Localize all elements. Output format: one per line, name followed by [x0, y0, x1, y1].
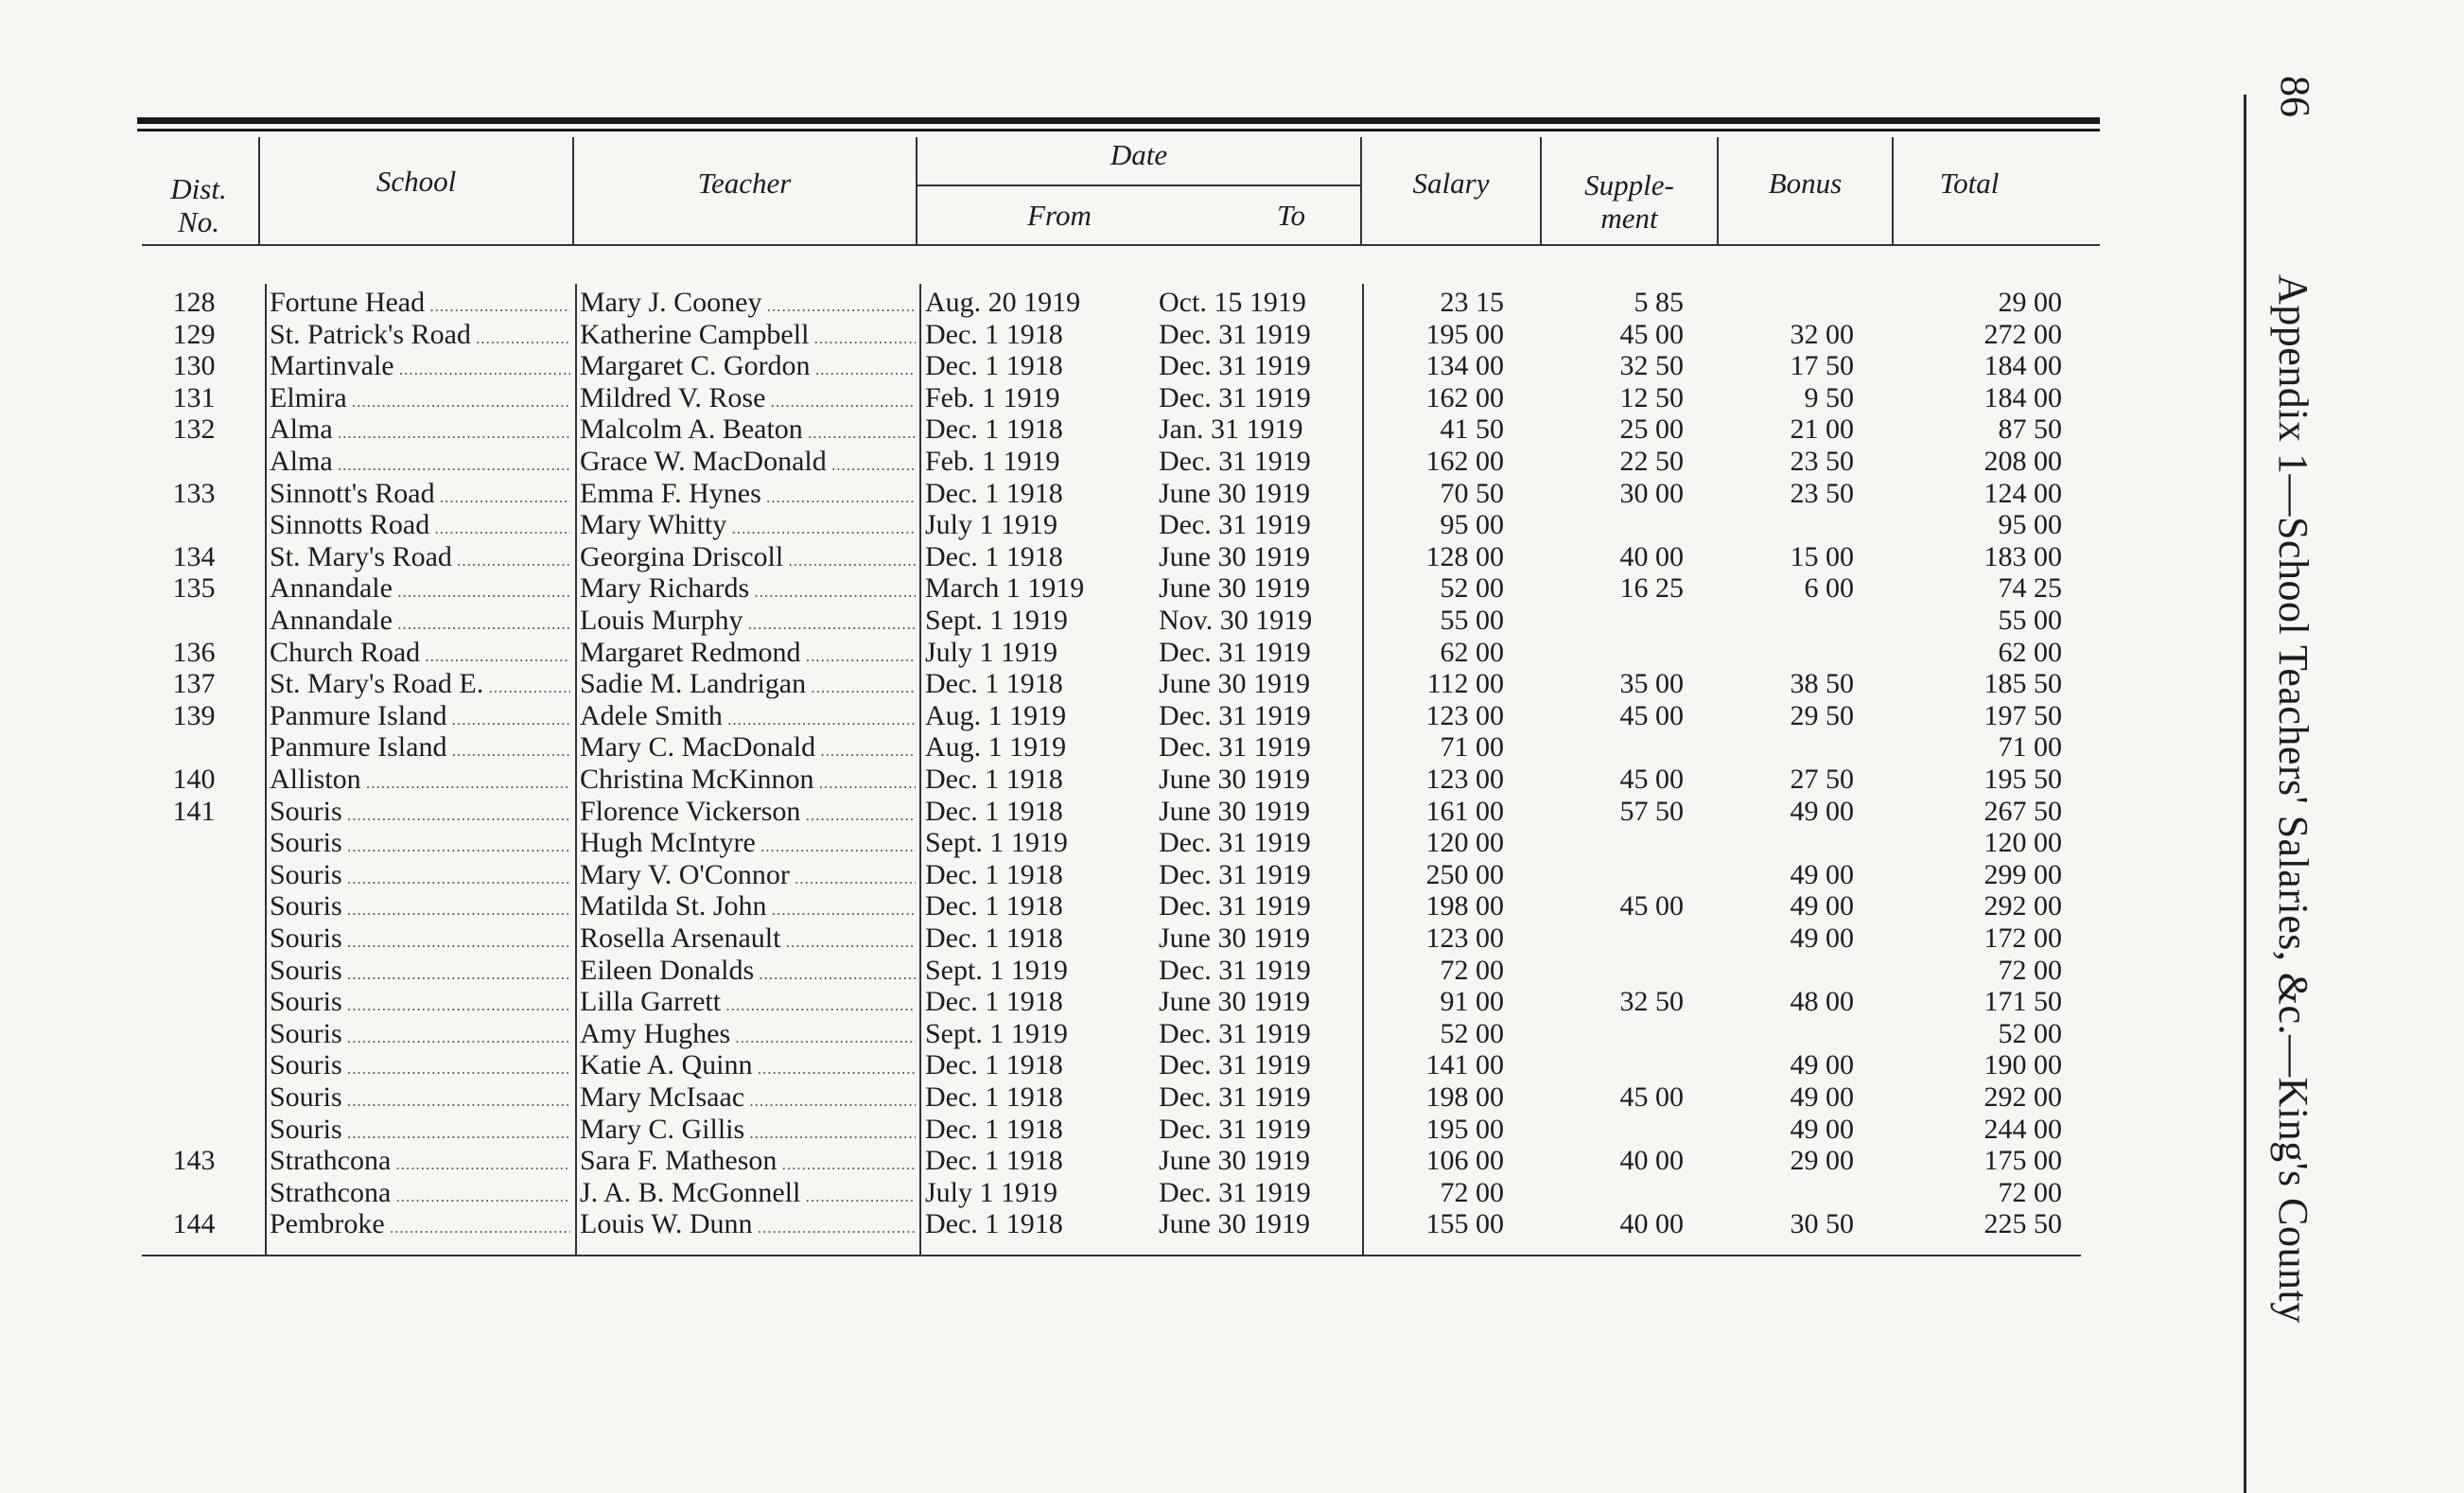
to-date-cell: Dec. 31 1919 — [1159, 1081, 1311, 1113]
table-row — [0, 478, 2138, 510]
bonus-cell: 30 50 — [1790, 1208, 1854, 1239]
bonus-cell: 17 50 — [1790, 350, 1854, 381]
salary-cell: 195 00 — [1425, 319, 1504, 350]
salary-cell: 106 00 — [1425, 1145, 1504, 1176]
bonus-cell: 38 50 — [1790, 668, 1854, 699]
table-row — [0, 446, 2138, 478]
teacher-cell: Louis Murphy ..... — [580, 605, 916, 641]
teacher-cell: Amy Hughes ..... — [580, 1018, 916, 1054]
from-date-cell: Dec. 1 1918 — [925, 319, 1063, 350]
header-from: From — [1027, 199, 1092, 232]
header-salary: Salary — [1412, 167, 1490, 200]
from-date-cell: Dec. 1 1918 — [925, 986, 1063, 1017]
total-cell: 72 00 — [1998, 955, 2062, 986]
total-cell: 184 00 — [1983, 350, 2062, 381]
supplement-cell: 25 00 — [1619, 413, 1684, 445]
table-row — [0, 1114, 2138, 1146]
total-cell: 190 00 — [1983, 1049, 2062, 1080]
salary-cell: 134 00 — [1425, 350, 1504, 381]
school-cell: Elmira ..... — [270, 382, 570, 418]
school-cell: Souris ..... — [270, 986, 570, 1022]
supplement-cell: 45 00 — [1619, 319, 1684, 350]
teacher-cell: Hugh McIntyre ..... — [580, 827, 916, 863]
total-cell: 120 00 — [1983, 827, 2062, 858]
teacher-cell: J. A. B. McGonnell ..... — [580, 1177, 916, 1213]
bonus-cell: 49 00 — [1790, 859, 1854, 890]
total-cell: 124 00 — [1983, 478, 2062, 509]
supplement-cell: 30 00 — [1619, 478, 1684, 509]
from-date-cell: Dec. 1 1918 — [925, 668, 1063, 699]
table-row — [0, 1049, 2138, 1081]
supplement-cell: 16 25 — [1619, 572, 1684, 604]
bonus-cell: 48 00 — [1790, 986, 1854, 1017]
salary-cell: 155 00 — [1425, 1208, 1504, 1239]
dist-cell: 135 — [172, 572, 216, 604]
to-date-cell: Dec. 31 1919 — [1159, 1049, 1311, 1080]
date-subheader-rule — [917, 184, 1360, 186]
bonus-cell: 9 50 — [1804, 382, 1854, 413]
table-row — [0, 572, 2138, 605]
bonus-cell: 27 50 — [1790, 764, 1854, 795]
to-date-cell: Dec. 31 1919 — [1159, 446, 1311, 477]
bonus-cell: 6 00 — [1804, 572, 1854, 604]
top-rule-thin — [137, 129, 2100, 132]
table-row — [0, 382, 2138, 414]
table-row — [0, 859, 2138, 891]
to-date-cell: Dec. 31 1919 — [1159, 731, 1311, 763]
school-cell: Souris ..... — [270, 796, 570, 832]
total-cell: 172 00 — [1983, 922, 2062, 954]
bonus-cell: 15 00 — [1790, 541, 1854, 572]
teacher-cell: Adele Smith ..... — [580, 700, 916, 736]
total-cell: 208 00 — [1983, 446, 2062, 477]
teacher-cell: Katie A. Quinn ..... — [580, 1049, 916, 1085]
to-date-cell: Oct. 15 1919 — [1159, 287, 1306, 318]
salary-cell: 91 00 — [1440, 986, 1504, 1017]
supplement-cell: 12 50 — [1619, 382, 1684, 413]
from-date-cell: Aug. 1 1919 — [925, 731, 1067, 763]
total-cell: 292 00 — [1983, 1081, 2062, 1113]
school-cell: Sinnotts Road ..... — [270, 509, 570, 545]
to-date-cell: Jan. 31 1919 — [1159, 413, 1303, 445]
dist-cell: 134 — [172, 541, 216, 572]
table-row — [0, 890, 2138, 922]
table-row — [0, 509, 2138, 541]
table-row — [0, 796, 2138, 828]
supplement-cell: 45 00 — [1619, 700, 1684, 731]
from-date-cell: Sept. 1 1919 — [925, 1018, 1068, 1049]
to-date-cell: June 30 1919 — [1159, 668, 1310, 699]
salary-cell: 128 00 — [1425, 541, 1504, 572]
salary-cell: 123 00 — [1425, 922, 1504, 954]
teacher-cell: Lilla Garrett ..... — [580, 986, 916, 1022]
from-date-cell: Dec. 1 1918 — [925, 796, 1063, 827]
salary-cell: 198 00 — [1425, 890, 1504, 922]
bonus-cell: 29 00 — [1790, 1145, 1854, 1176]
teacher-cell: Mary Whitty ..... — [580, 509, 916, 545]
header-supplement-line1: Supple- — [1584, 168, 1674, 202]
margin-rule — [2244, 95, 2246, 1493]
from-date-cell: July 1 1919 — [925, 509, 1058, 540]
school-cell: Fortune Head ..... — [270, 287, 570, 323]
from-date-cell: Dec. 1 1918 — [925, 1049, 1063, 1080]
to-date-cell: Dec. 31 1919 — [1159, 1018, 1311, 1049]
school-cell: Souris ..... — [270, 1049, 570, 1085]
table-row — [0, 350, 2138, 382]
bonus-cell: 49 00 — [1790, 890, 1854, 922]
running-head: Appendix 1—School Teachers' Salaries, &c.—King's County — [2270, 274, 2316, 1324]
dist-cell: 131 — [172, 382, 216, 413]
school-cell: Church Road ..... — [270, 637, 570, 673]
total-cell: 267 50 — [1983, 796, 2062, 827]
to-date-cell: June 30 1919 — [1159, 986, 1310, 1017]
salary-cell: 123 00 — [1425, 764, 1504, 795]
total-cell: 175 00 — [1983, 1145, 2062, 1176]
table-bottom-rule — [142, 1255, 2081, 1256]
table-row — [0, 764, 2138, 796]
dist-cell: 139 — [172, 700, 216, 731]
dist-cell: 144 — [172, 1208, 216, 1239]
table-row — [0, 955, 2138, 987]
total-cell: 72 00 — [1998, 1177, 2062, 1208]
to-date-cell: Dec. 31 1919 — [1159, 1114, 1311, 1145]
header-no-label: No. — [178, 205, 219, 238]
teacher-cell: Margaret Redmond ..... — [580, 637, 916, 673]
school-cell: Alma ..... — [270, 446, 570, 482]
bonus-cell: 49 00 — [1790, 1081, 1854, 1113]
table-row — [0, 1208, 2138, 1240]
total-cell: 185 50 — [1983, 668, 2062, 699]
bonus-cell: 49 00 — [1790, 922, 1854, 954]
supplement-cell: 32 50 — [1619, 350, 1684, 381]
salary-cell: 71 00 — [1440, 731, 1504, 763]
teacher-cell: Emma F. Hynes ..... — [580, 478, 916, 514]
school-cell: Souris ..... — [270, 859, 570, 895]
school-cell: Annandale ..... — [270, 605, 570, 641]
table-row — [0, 827, 2138, 859]
salary-cell: 195 00 — [1425, 1114, 1504, 1145]
school-cell: Souris ..... — [270, 922, 570, 958]
salary-cell: 162 00 — [1425, 446, 1504, 477]
total-cell: 184 00 — [1983, 382, 2062, 413]
header-dist — [142, 172, 255, 238]
school-cell: Pembroke ..... — [270, 1208, 570, 1244]
salary-cell: 123 00 — [1425, 700, 1504, 731]
teacher-cell: Sadie M. Landrigan ..... — [580, 668, 916, 704]
from-date-cell: Aug. 1 1919 — [925, 700, 1067, 731]
total-cell: 62 00 — [1998, 637, 2062, 668]
table-row — [0, 1081, 2138, 1114]
bonus-cell: 23 50 — [1790, 478, 1854, 509]
teacher-cell: Eileen Donalds ..... — [580, 955, 916, 991]
supplement-cell: 57 50 — [1619, 796, 1684, 827]
from-date-cell: Feb. 1 1919 — [925, 382, 1060, 413]
salary-cell: 198 00 — [1425, 1081, 1504, 1113]
teacher-cell: Rosella Arsenault ..... — [580, 922, 916, 958]
supplement-cell: 40 00 — [1619, 1208, 1684, 1239]
total-cell: 52 00 — [1998, 1018, 2062, 1049]
table-row — [0, 541, 2138, 573]
school-cell: Souris ..... — [270, 1081, 570, 1117]
from-date-cell: Sept. 1 1919 — [925, 827, 1068, 858]
teacher-cell: Mary Richards ..... — [580, 572, 916, 608]
teacher-cell: Katherine Campbell ..... — [580, 319, 916, 355]
from-date-cell: July 1 1919 — [925, 637, 1058, 668]
supplement-cell: 45 00 — [1619, 1081, 1684, 1113]
school-cell: Strathcona ..... — [270, 1177, 570, 1213]
from-date-cell: Feb. 1 1919 — [925, 446, 1060, 477]
top-rule-thick — [137, 117, 2100, 124]
to-date-cell: June 30 1919 — [1159, 572, 1310, 604]
header-supplement-line2: ment — [1600, 202, 1658, 235]
total-cell: 299 00 — [1983, 859, 2062, 890]
to-date-cell: June 30 1919 — [1159, 1145, 1310, 1176]
supplement-cell: 40 00 — [1619, 1145, 1684, 1176]
header-to: To — [1277, 199, 1305, 232]
table-row — [0, 287, 2138, 319]
total-cell: 195 50 — [1983, 764, 2062, 795]
to-date-cell: Dec. 31 1919 — [1159, 1177, 1311, 1208]
from-date-cell: Dec. 1 1918 — [925, 859, 1063, 890]
to-date-cell: June 30 1919 — [1159, 764, 1310, 795]
table-row — [0, 1145, 2138, 1177]
school-cell: Souris ..... — [270, 1018, 570, 1054]
total-cell: 74 25 — [1998, 572, 2062, 604]
bonus-cell: 49 00 — [1790, 796, 1854, 827]
salary-cell: 112 00 — [1426, 668, 1504, 699]
supplement-cell: 45 00 — [1619, 764, 1684, 795]
total-cell: 71 00 — [1998, 731, 2062, 763]
from-date-cell: March 1 1919 — [925, 572, 1085, 604]
to-date-cell: June 30 1919 — [1159, 922, 1310, 954]
to-date-cell: Dec. 31 1919 — [1159, 890, 1311, 922]
to-date-cell: Dec. 31 1919 — [1159, 827, 1311, 858]
school-cell: Alma ..... — [270, 413, 570, 449]
to-date-cell: June 30 1919 — [1159, 478, 1310, 509]
teacher-cell: Sara F. Matheson ..... — [580, 1145, 916, 1181]
table-row — [0, 731, 2138, 764]
school-cell: Strathcona ..... — [270, 1145, 570, 1181]
dist-cell: 128 — [172, 287, 216, 318]
from-date-cell: Dec. 1 1918 — [925, 1081, 1063, 1113]
school-cell: Alliston ..... — [270, 764, 570, 799]
to-date-cell: Dec. 31 1919 — [1159, 700, 1311, 731]
school-cell: Martinvale ..... — [270, 350, 570, 386]
to-date-cell: Dec. 31 1919 — [1159, 382, 1311, 413]
header-teacher: Teacher — [697, 167, 792, 200]
to-date-cell: June 30 1919 — [1159, 796, 1310, 827]
teacher-cell: Louis W. Dunn ..... — [580, 1208, 916, 1244]
salary-cell: 161 00 — [1425, 796, 1504, 827]
header-dist-label: Dist. — [170, 172, 227, 205]
from-date-cell: Dec. 1 1918 — [925, 1208, 1063, 1239]
bonus-cell: 49 00 — [1790, 1114, 1854, 1145]
from-date-cell: Dec. 1 1918 — [925, 541, 1063, 572]
bonus-cell: 29 50 — [1790, 700, 1854, 731]
from-date-cell: Aug. 20 1919 — [925, 287, 1081, 318]
table-row — [0, 1018, 2138, 1050]
salary-cell: 23 15 — [1440, 287, 1504, 318]
bonus-cell: 49 00 — [1790, 1049, 1854, 1080]
salary-cell: 72 00 — [1440, 955, 1504, 986]
dist-cell: 136 — [172, 637, 216, 668]
school-cell: Souris ..... — [270, 890, 570, 926]
header-supplement — [1542, 168, 1717, 235]
supplement-cell: 22 50 — [1619, 446, 1684, 477]
salary-cell: 55 00 — [1440, 605, 1504, 636]
teacher-cell: Malcolm A. Beaton ..... — [580, 413, 916, 449]
teacher-cell: Grace W. MacDonald ..... — [580, 446, 916, 482]
to-date-cell: Dec. 31 1919 — [1159, 637, 1311, 668]
teacher-cell: Georgina Driscoll ..... — [580, 541, 916, 577]
school-cell: Souris ..... — [270, 827, 570, 863]
to-date-cell: June 30 1919 — [1159, 541, 1310, 572]
from-date-cell: Dec. 1 1918 — [925, 1145, 1063, 1176]
salary-cell: 120 00 — [1425, 827, 1504, 858]
salary-cell: 62 00 — [1440, 637, 1504, 668]
teacher-cell: Mary C. Gillis ..... — [580, 1114, 916, 1150]
from-date-cell: Dec. 1 1918 — [925, 478, 1063, 509]
school-cell: Souris ..... — [270, 1114, 570, 1150]
total-cell: 87 50 — [1998, 413, 2062, 445]
school-cell: Panmure Island ..... — [270, 700, 570, 736]
teacher-cell: Margaret C. Gordon ..... — [580, 350, 916, 386]
from-date-cell: Sept. 1 1919 — [925, 955, 1068, 986]
salary-cell: 52 00 — [1440, 1018, 1504, 1049]
table-row — [0, 413, 2138, 446]
total-cell: 171 50 — [1983, 986, 2062, 1017]
total-cell: 55 00 — [1998, 605, 2062, 636]
header-school: School — [376, 165, 457, 198]
teacher-cell: Florence Vickerson ..... — [580, 796, 916, 832]
supplement-cell: 45 00 — [1619, 890, 1684, 922]
header-total: Total — [1939, 167, 2000, 200]
table-row — [0, 922, 2138, 955]
header-bottom-rule — [142, 244, 2100, 246]
teacher-cell: Mary J. Cooney ..... — [580, 287, 916, 323]
teacher-cell: Mary V. O'Connor ..... — [580, 859, 916, 895]
salary-cell: 72 00 — [1440, 1177, 1504, 1208]
page-number: 86 — [2272, 76, 2318, 117]
total-cell: 29 00 — [1998, 287, 2062, 318]
total-cell: 244 00 — [1983, 1114, 2062, 1145]
salary-cell: 70 50 — [1440, 478, 1504, 509]
from-date-cell: Dec. 1 1918 — [925, 922, 1063, 954]
header-date: Date — [1110, 138, 1168, 171]
dist-cell: 132 — [172, 413, 216, 445]
dist-cell: 137 — [172, 668, 216, 699]
to-date-cell: Dec. 31 1919 — [1159, 859, 1311, 890]
school-cell: Annandale ..... — [270, 572, 570, 608]
to-date-cell: Dec. 31 1919 — [1159, 955, 1311, 986]
total-cell: 272 00 — [1983, 319, 2062, 350]
school-cell: Sinnott's Road ..... — [270, 478, 570, 514]
teacher-cell: Mary C. MacDonald ..... — [580, 731, 916, 767]
table-row — [0, 1177, 2138, 1209]
from-date-cell: Sept. 1 1919 — [925, 605, 1068, 636]
from-date-cell: Dec. 1 1918 — [925, 890, 1063, 922]
total-cell: 225 50 — [1983, 1208, 2062, 1239]
to-date-cell: Dec. 31 1919 — [1159, 350, 1311, 381]
dist-cell: 141 — [172, 796, 216, 827]
from-date-cell: Dec. 1 1918 — [925, 350, 1063, 381]
to-date-cell: Nov. 30 1919 — [1159, 605, 1313, 636]
bonus-cell: 21 00 — [1790, 413, 1854, 445]
total-cell: 183 00 — [1983, 541, 2062, 572]
supplement-cell: 35 00 — [1619, 668, 1684, 699]
table-row — [0, 986, 2138, 1018]
salary-cell: 95 00 — [1440, 509, 1504, 540]
table-row — [0, 319, 2138, 351]
salary-cell: 141 00 — [1425, 1049, 1504, 1080]
total-cell: 95 00 — [1998, 509, 2062, 540]
from-date-cell: Dec. 1 1918 — [925, 764, 1063, 795]
to-date-cell: Dec. 31 1919 — [1159, 319, 1311, 350]
supplement-cell: 40 00 — [1619, 541, 1684, 572]
school-cell: Panmure Island ..... — [270, 731, 570, 767]
header-bonus: Bonus — [1768, 167, 1843, 200]
salary-cell: 162 00 — [1425, 382, 1504, 413]
dist-cell: 140 — [172, 764, 216, 795]
from-date-cell: Dec. 1 1918 — [925, 1114, 1063, 1145]
total-cell: 292 00 — [1983, 890, 2062, 922]
table-row — [0, 668, 2138, 700]
supplement-cell: 5 85 — [1634, 287, 1684, 318]
dist-cell: 130 — [172, 350, 216, 381]
salary-cell: 250 00 — [1425, 859, 1504, 890]
to-date-cell: Dec. 31 1919 — [1159, 509, 1311, 540]
teacher-cell: Mildred V. Rose ..... — [580, 382, 916, 418]
school-cell: St. Mary's Road E. ..... — [270, 668, 570, 704]
teacher-cell: Matilda St. John ..... — [580, 890, 916, 926]
bonus-cell: 23 50 — [1790, 446, 1854, 477]
to-date-cell: June 30 1919 — [1159, 1208, 1310, 1239]
bonus-cell: 32 00 — [1790, 319, 1854, 350]
dist-cell: 129 — [172, 319, 216, 350]
dist-cell: 143 — [172, 1145, 216, 1176]
total-cell: 197 50 — [1983, 700, 2062, 731]
school-cell: St. Patrick's Road ..... — [270, 319, 570, 355]
dist-cell: 133 — [172, 478, 216, 509]
teacher-cell: Christina McKinnon ..... — [580, 764, 916, 799]
school-cell: St. Mary's Road ..... — [270, 541, 570, 577]
teacher-cell: Mary McIsaac ..... — [580, 1081, 916, 1117]
supplement-cell: 32 50 — [1619, 986, 1684, 1017]
from-date-cell: Dec. 1 1918 — [925, 413, 1063, 445]
salary-cell: 41 50 — [1440, 413, 1504, 445]
table-row — [0, 605, 2138, 637]
table-row — [0, 700, 2138, 732]
school-cell: Souris ..... — [270, 955, 570, 991]
table-row — [0, 637, 2138, 669]
salary-cell: 52 00 — [1440, 572, 1504, 604]
from-date-cell: July 1 1919 — [925, 1177, 1058, 1208]
